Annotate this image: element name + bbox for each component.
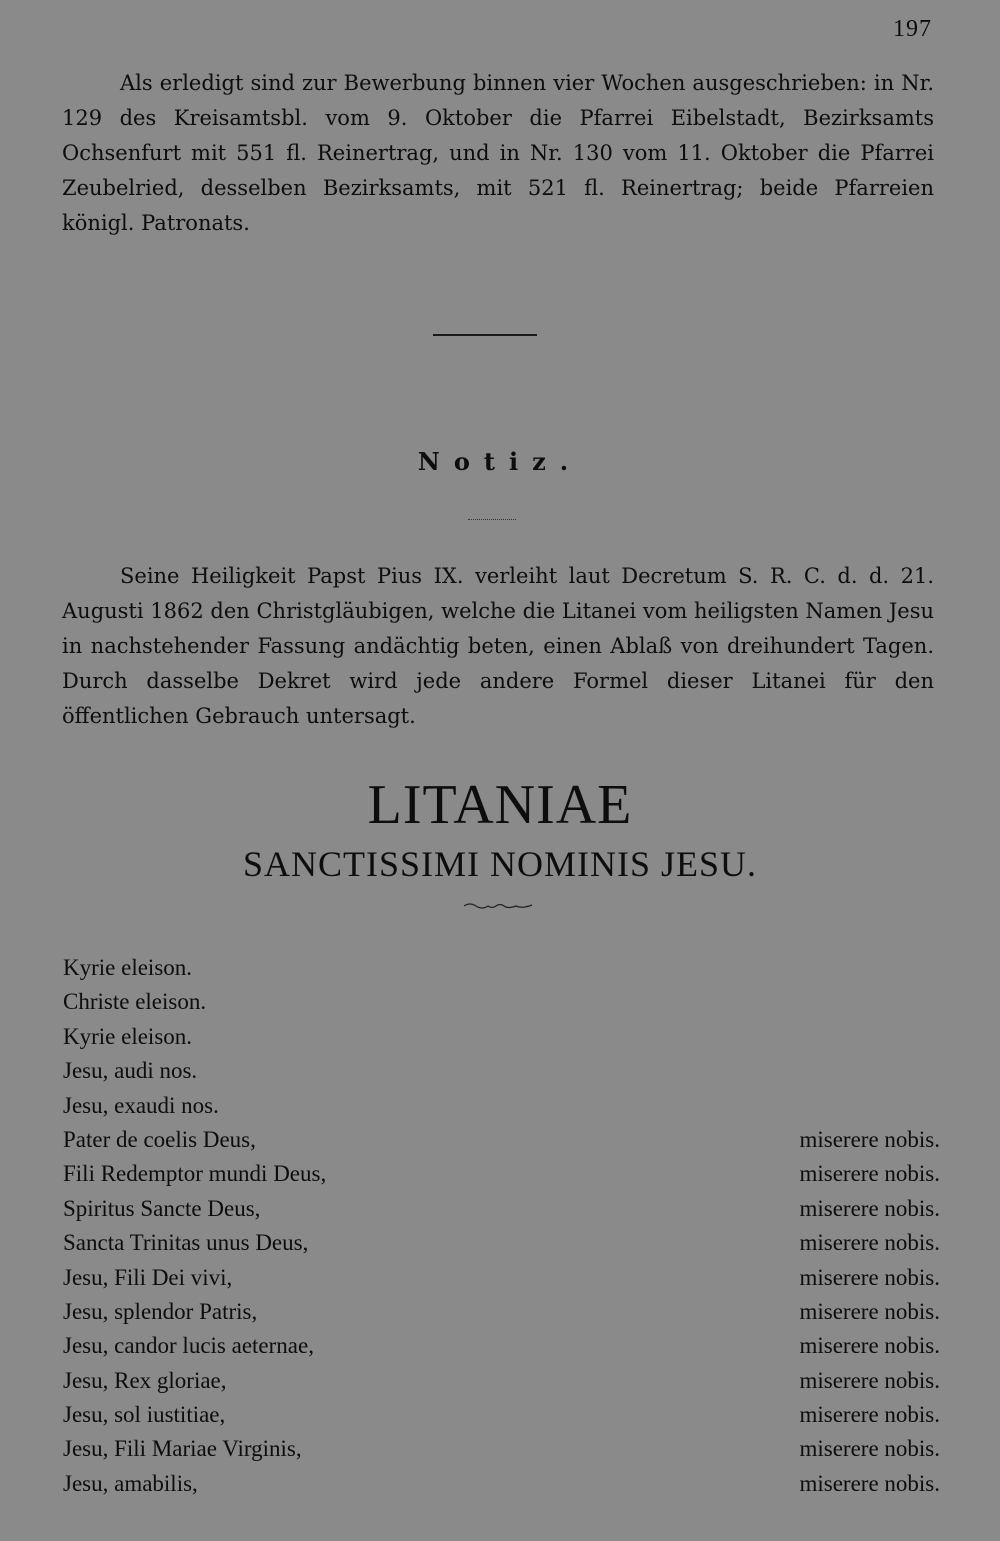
litany-response: miserere nobis. — [799, 1126, 940, 1152]
litany-invocation: Jesu, exaudi nos. — [63, 1092, 219, 1118]
litany-invocation: Jesu, amabilis, — [63, 1470, 198, 1496]
litany-invocation: Jesu, candor lucis aeternae, — [63, 1333, 314, 1359]
notiz-heading: Notiz. — [417, 447, 583, 476]
litany-line — [63, 1192, 940, 1226]
litany-line — [63, 1467, 940, 1501]
vacancy-announcement-text: Als erledigt sind zur Bewerbung binnen vier Wochen ausgeschrieben: in Nr. 129 des Kreisamtsbl. vom 9. Oktober die Pfarrei Eibelstadt, Bezirksamts Ochsenfurt mit 551 fl. Reinertrag, und in Nr. 130 vom 11. Oktober die Pfarrei Zeubelried, desselben Bezirksamts, mit 521 fl. Reinertrag; beide Pfarreien königl. Patronats. — [62, 71, 934, 235]
litany-invocation: Jesu, sol iustitiae, — [63, 1402, 226, 1428]
litany-line — [63, 1432, 940, 1466]
heading-underline-ornament — [468, 519, 516, 520]
litany-response: miserere nobis. — [799, 1161, 940, 1187]
litany-subtitle: SANCTISSIMI NOMINIS JESU. — [242, 844, 758, 884]
litany-response: miserere nobis. — [799, 1402, 940, 1428]
litany-invocation: Jesu, Rex gloriae, — [63, 1367, 227, 1393]
litany-line — [63, 1054, 940, 1088]
litany-invocation: Sancta Trinitas unus Deus, — [63, 1230, 309, 1256]
litany-line — [63, 985, 940, 1019]
litany-line — [63, 1157, 940, 1191]
litany-response: miserere nobis. — [799, 1333, 940, 1359]
litany-invocation: Kyrie eleison. — [63, 1023, 193, 1049]
litany-line — [63, 951, 940, 985]
litany-response: miserere nobis. — [799, 1195, 940, 1221]
litany-invocation: Spiritus Sancte Deus, — [63, 1195, 261, 1221]
litany-line — [63, 1329, 940, 1363]
litany-invocation: Christe eleison. — [63, 989, 207, 1015]
litany-invocation: Jesu, Fili Dei vivi, — [63, 1264, 233, 1290]
litany-line — [63, 1089, 940, 1123]
litany-invocation: Jesu, Fili Mariae Virginis, — [63, 1436, 302, 1462]
litany-response: miserere nobis. — [799, 1367, 940, 1393]
litany-invocation: Kyrie eleison. — [63, 955, 193, 980]
litany-invocation: Pater de coelis Deus, — [63, 1126, 256, 1152]
litany-line — [63, 1226, 940, 1260]
litany-response: miserere nobis. — [799, 1470, 940, 1496]
litany-line — [63, 1295, 940, 1329]
litany-response: miserere nobis. — [799, 1298, 940, 1324]
litany-title: LITANIAE — [367, 774, 633, 836]
litany-line — [63, 1364, 940, 1398]
litany-response: miserere nobis. — [799, 1264, 940, 1290]
litany-list — [63, 951, 940, 1501]
papal-decree-text: Seine Heiligkeit Papst Pius IX. verleiht laut Decretum S. R. C. d. d. 21. Augusti 1862 den Christgläubigen, welche die Litanei vom heiligsten Namen Jesu in nachstehender Fassung andächtig beten, einen Ablaß von dreihundert Tagen. Durch dasselbe Dekret wird jede andere Formel dieser Litanei für den öffentlichen Gebrauch untersagt. — [62, 564, 934, 728]
litany-line — [63, 1123, 940, 1157]
litany-line — [63, 1261, 940, 1295]
litany-line — [63, 1020, 940, 1054]
litany-line — [63, 1398, 940, 1432]
litany-response: miserere nobis. — [799, 1230, 940, 1256]
vacancy-announcement-paragraph — [62, 66, 934, 241]
litany-invocation: Jesu, splendor Patris, — [63, 1298, 258, 1324]
litany-invocation: Jesu, audi nos. — [63, 1058, 198, 1084]
papal-decree-paragraph — [62, 559, 934, 734]
section-divider-rule — [433, 334, 537, 336]
title-ornament-icon — [462, 900, 534, 912]
page-number: 197 — [893, 16, 932, 42]
litany-response: miserere nobis. — [799, 1436, 940, 1462]
litany-invocation: Fili Redemptor mundi Deus, — [63, 1161, 327, 1187]
